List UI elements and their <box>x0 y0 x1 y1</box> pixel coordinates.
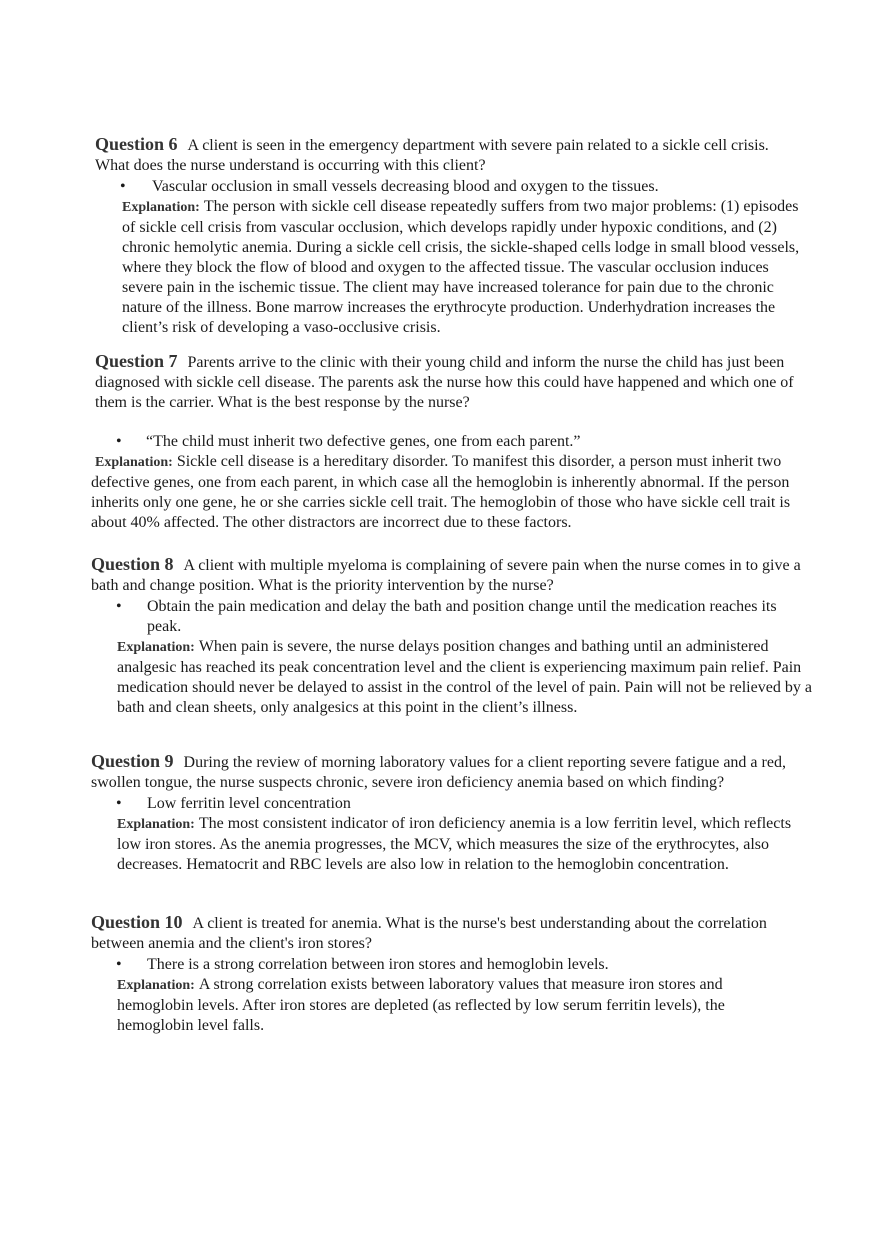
bullet-icon: • <box>116 433 122 450</box>
answer-text: There is a strong correlation between iron stores and hemoglobin levels. <box>147 956 609 973</box>
question-9 <box>91 751 821 875</box>
answer <box>116 794 821 814</box>
explanation-label: Explanation: <box>117 817 195 832</box>
question-stem <box>95 134 795 176</box>
question-text: During the review of morning laboratory values for a client reporting severe fatigue and a red, swollen tongue, the nurse suspects chronic, severe iron deficiency anemia based on which finding? <box>91 754 786 791</box>
answer-text: Obtain the pain medication and delay the bath and position change until the medication reaches its peak. <box>147 598 777 635</box>
explanation-label: Explanation: <box>95 455 173 470</box>
explanation <box>91 452 815 533</box>
explanation-label: Explanation: <box>117 978 195 993</box>
bullet-icon: • <box>116 956 122 973</box>
question-label: Question 7 <box>95 351 178 371</box>
question-stem <box>95 351 811 413</box>
question-stem <box>91 912 791 954</box>
answer-text: Vascular occlusion in small vessels decreasing blood and oxygen to the tissues. <box>152 178 659 195</box>
question-label: Question 10 <box>91 912 183 932</box>
explanation-text: When pain is severe, the nurse delays position changes and bathing until an administered analgesic has reached its peak concentration level and the client is experiencing maximum pain relief. Pain medication should never be delayed to assist in the control of the level of pain. Pain will not be relieved by a bath and clean sheets, only analgesics at this point in the client’s illness. <box>117 638 812 716</box>
explanation-text: Sickle cell disease is a hereditary disorder. To manifest this disorder, a person must inherit two defective genes, one from each parent, in which case all the hemoglobin is inherently abnormal. If the person inherits only one gene, he or she carries sickle cell trait. The hemoglobin of those who have sickle cell trait is about 40% affected. The other distractors are incorrect due to these factors. <box>91 453 791 531</box>
question-text: A client is treated for anemia. What is the nurse's best understanding about the correlation between anemia and the client's iron stores? <box>91 915 767 952</box>
explanation-text: The person with sickle cell disease repeatedly suffers from two major problems: (1) episodes of sickle cell crisis from vascular occlusion, which develops rapidly under hypoxic conditions, and (2) chronic hemolytic anemia. During a sickle cell crisis, the sickle-shaped cells lodge in small blood vessels, where they block the flow of blood and oxygen to the affected tissue. The vascular occlusion induces severe pain in the ischemic tissue. The client may have increased tolerance for pain due to the chronic nature of the illness. Bone marrow increases the erythrocyte production. Underhydration increases the client’s risk of developing a vaso-occlusive crisis. <box>122 198 800 336</box>
question-7 <box>91 351 811 533</box>
question-stem <box>91 554 803 596</box>
explanation-text: A strong correlation exists between laboratory values that measure iron stores and hemoglobin levels. After iron stores are depleted (as reflected by low serum ferritin levels), the hemoglobin level falls. <box>117 976 725 1034</box>
explanation-label: Explanation: <box>122 200 200 215</box>
explanation <box>117 814 807 875</box>
answer-text: Low ferritin level concentration <box>147 795 351 812</box>
explanation-text: The most consistent indicator of iron deficiency anemia is a low ferritin level, which reflects low iron stores. As the anemia progresses, the MCV, which measures the size of the erythrocytes, also decreases. Hematocrit and RBC levels are also low in relation to the hemoglobin concentration. <box>117 815 792 873</box>
question-10 <box>91 912 791 1036</box>
answer-text: “The child must inherit two defective genes, one from each parent.” <box>146 433 581 450</box>
answer <box>116 597 809 637</box>
explanation-label: Explanation: <box>117 640 195 655</box>
question-label: Question 9 <box>91 751 174 771</box>
question-text: A client with multiple myeloma is complaining of severe pain when the nurse comes in to give a bath and change position. What is the priority intervention by the nurse? <box>91 557 801 594</box>
question-text: A client is seen in the emergency department with severe pain related to a sickle cell crisis. What does the nurse understand is occurring with this client? <box>95 137 769 174</box>
question-label: Question 8 <box>91 554 174 574</box>
bullet-icon: • <box>120 178 126 195</box>
explanation <box>117 975 797 1036</box>
bullet-icon: • <box>116 795 122 812</box>
explanation <box>117 637 817 718</box>
question-text: Parents arrive to the clinic with their young child and inform the nurse the child has just been diagnosed with sickle cell disease. The parents ask the nurse how this could have happened and which one of them is the carrier. What is the best response by the nurse? <box>95 354 794 411</box>
bullet-icon: • <box>116 598 122 615</box>
question-6 <box>95 134 800 338</box>
question-stem <box>91 751 821 793</box>
explanation <box>122 197 807 338</box>
answer <box>116 432 811 452</box>
question-label: Question 6 <box>95 134 178 154</box>
answer <box>116 955 791 975</box>
answer <box>120 177 795 197</box>
question-8 <box>91 554 812 718</box>
